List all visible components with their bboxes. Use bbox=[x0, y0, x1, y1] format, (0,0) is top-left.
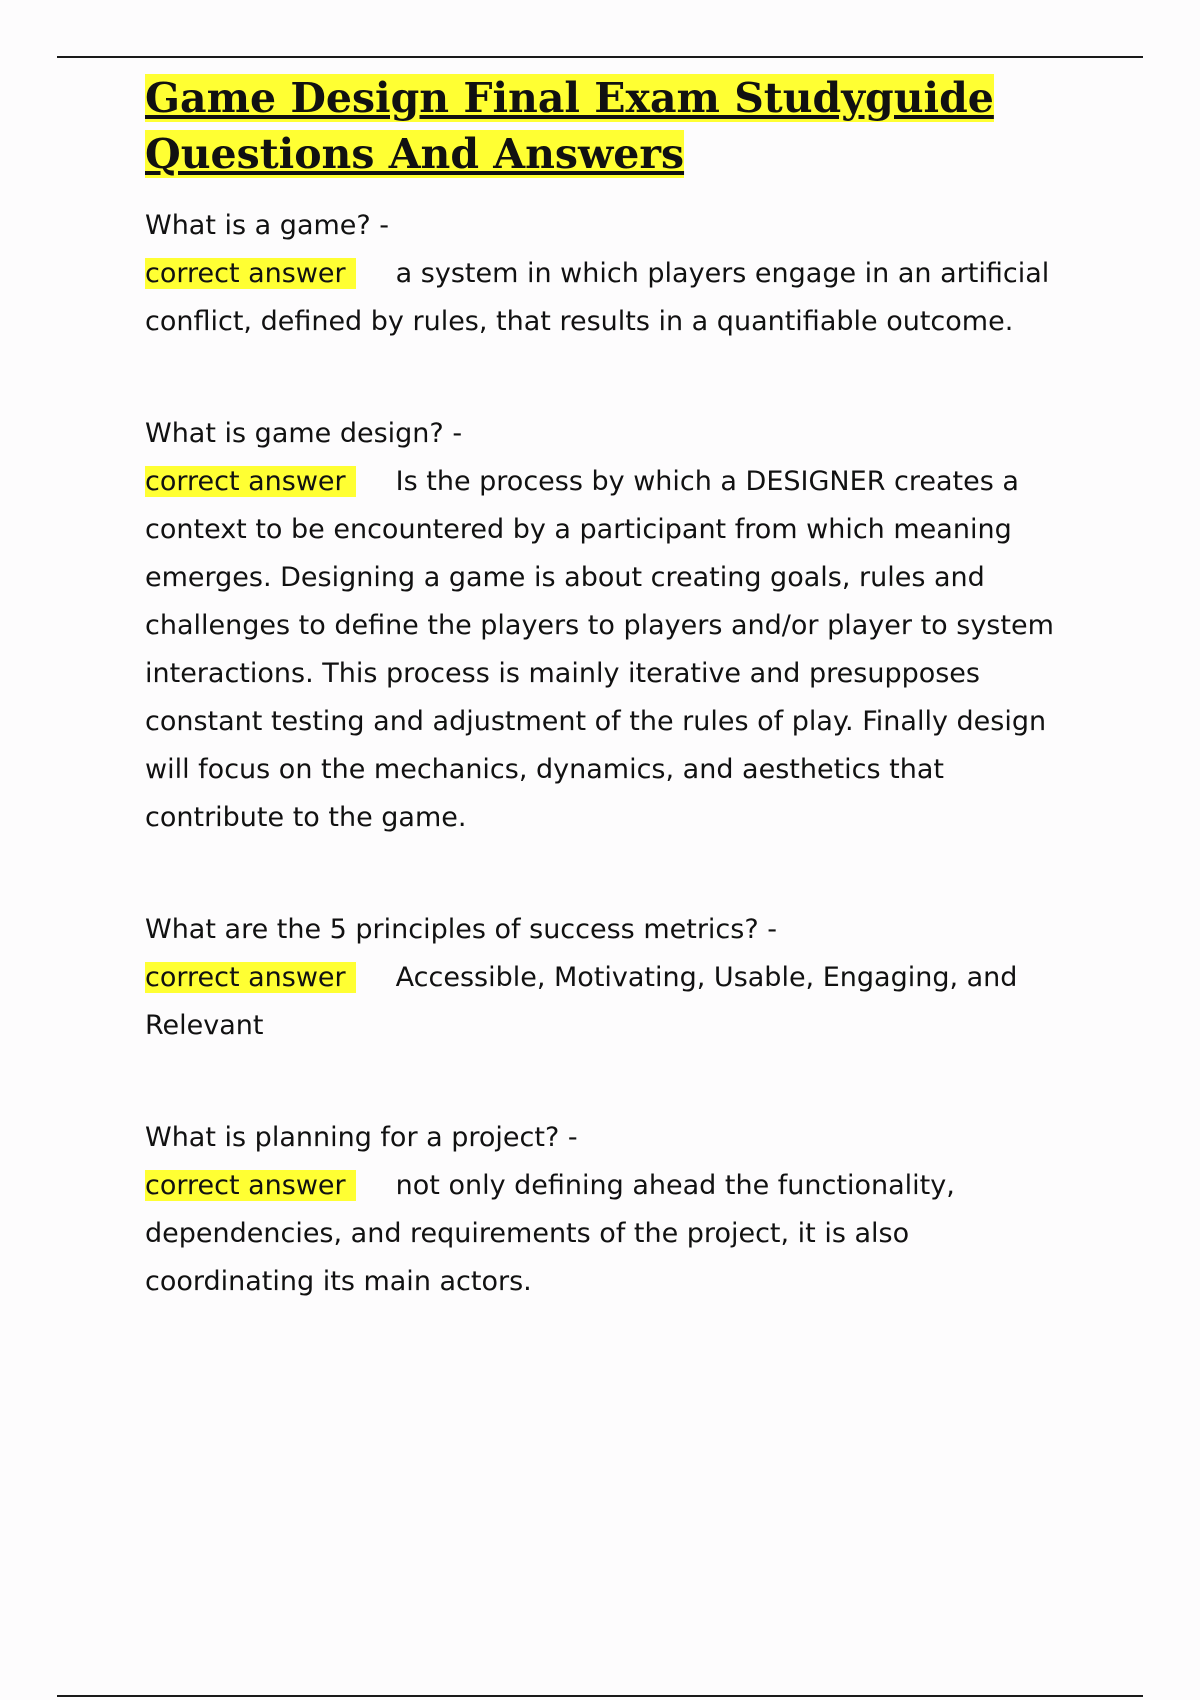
qa-item-2 bbox=[145, 410, 1085, 842]
qa-item-3 bbox=[145, 906, 1085, 1050]
answer-text: a system in which players engage in an artificial conflict, defined by rules, that results in a quantifiable outcome. bbox=[145, 258, 1050, 337]
answer-text: Is the process by which a DESIGNER creates a context to be encountered by a participant from which meaning emerges. Designing a game is about creating goals, rules and challenges to define the players to players and/or player to system interactions. This process is mainly iterative and presupposes constant testing and adjustment of the rules of play. Finally design will focus on the mechanics, dynamics, and aesthetics that contribute to the game. bbox=[145, 466, 1054, 833]
document-body bbox=[145, 70, 1085, 1306]
question-text: What is game design? - bbox=[145, 418, 463, 449]
top-rule bbox=[57, 56, 1143, 58]
correct-answer-marker: correct answer bbox=[145, 466, 356, 497]
title-line-2: Questions And Answers bbox=[145, 130, 685, 178]
question-text: What is a game? - bbox=[145, 210, 390, 241]
correct-answer-marker: correct answer bbox=[145, 258, 356, 289]
answer-text: not only defining ahead the functionality, dependencies, and requirements of the project, it is also coordinating its main actors. bbox=[145, 1170, 955, 1297]
qa-item-4 bbox=[145, 1114, 1085, 1306]
correct-answer-marker: correct answer bbox=[145, 962, 356, 993]
title-line-1: Game Design Final Exam Studyguide bbox=[145, 74, 994, 122]
qa-item-1 bbox=[145, 202, 1085, 346]
document-title bbox=[145, 70, 1085, 182]
bottom-rule bbox=[57, 1695, 1143, 1697]
correct-answer-marker: correct answer bbox=[145, 1170, 356, 1201]
answer-text: Accessible, Motivating, Usable, Engaging, and Relevant bbox=[145, 962, 1018, 1041]
question-text: What are the 5 principles of success metrics? - bbox=[145, 914, 777, 945]
question-text: What is planning for a project? - bbox=[145, 1122, 578, 1153]
